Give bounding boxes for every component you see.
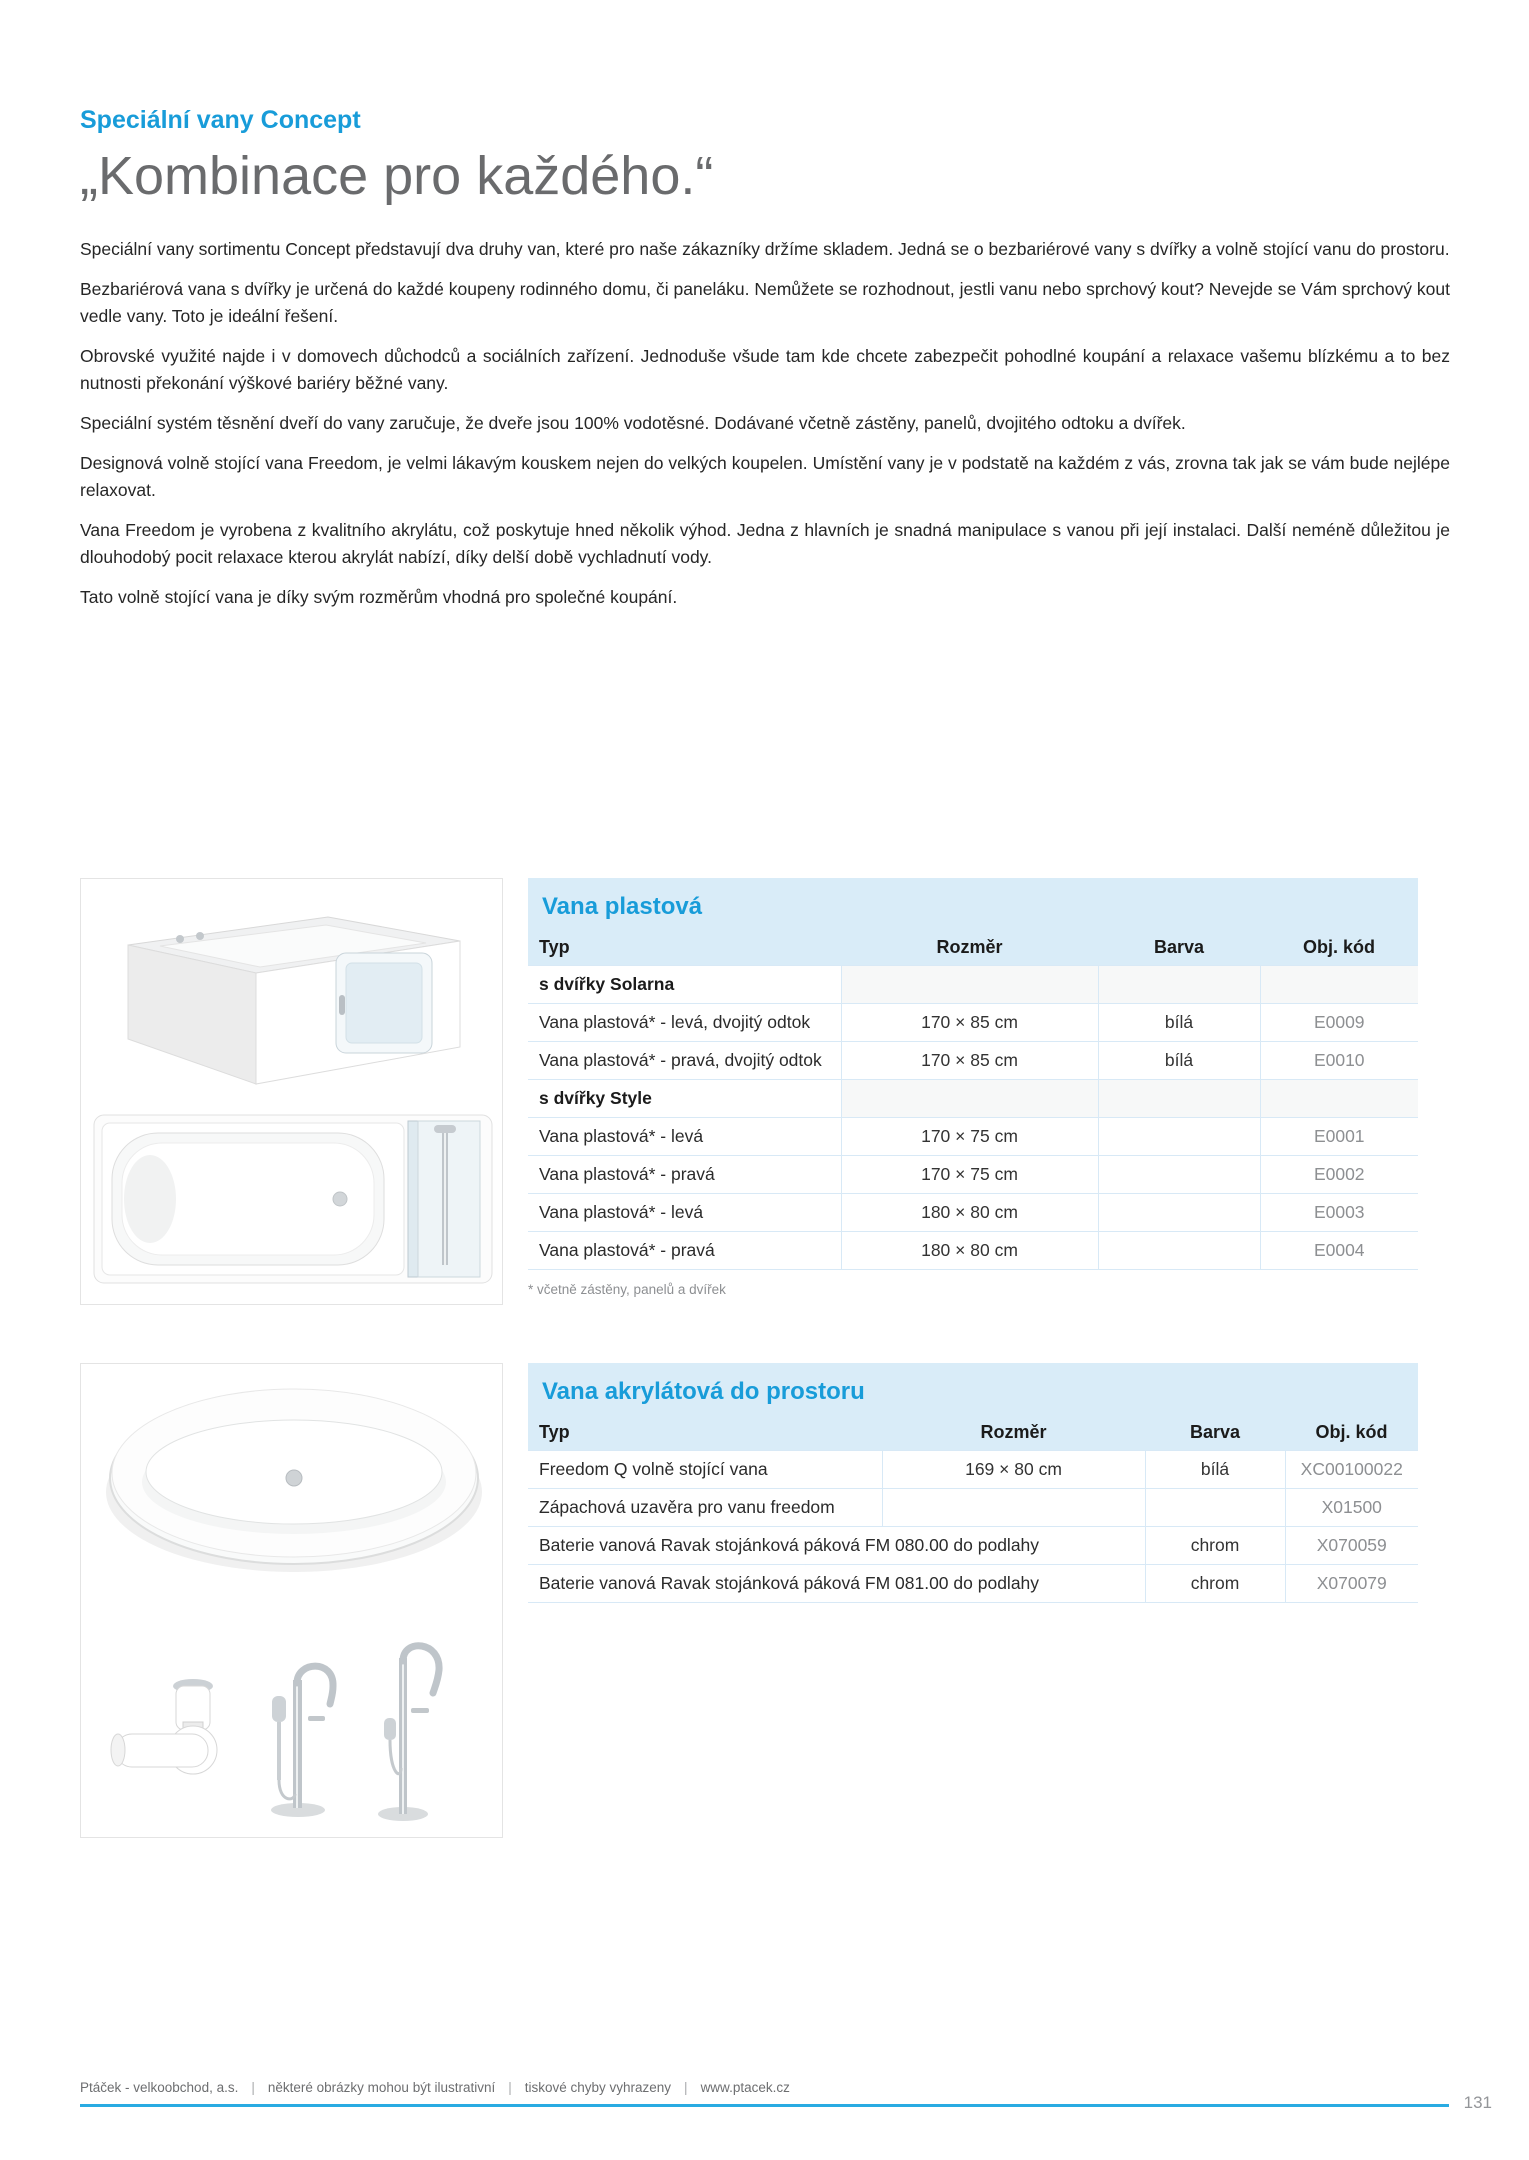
footer-separator: | [251, 2080, 255, 2095]
column-header-objkod: Obj. kód [1260, 930, 1418, 966]
intro-paragraph: Obrovské využité najde i v domovech důchodců a sociálních zařízení. Jednoduše všude tam kde chcete zabezpečit pohodlné koupání a relaxace vašemu blízkému a to bez nutnosti překonání výškové bariéry běžné vany. [80, 346, 1450, 394]
header-row [528, 930, 1418, 966]
cell-barva [1098, 1194, 1260, 1232]
cell-rozmer [841, 1080, 1098, 1118]
cell-objkod: X01500 [1285, 1489, 1418, 1527]
section-heading: Speciální vany Concept [80, 106, 361, 134]
footer-company: Ptáček - velkoobchod, a.s. [80, 2080, 239, 2095]
column-header-typ: Typ [528, 930, 841, 966]
tub-top-view-with-screen-photo [88, 1103, 509, 1298]
intro-paragraph: Vana Freedom je vyrobena z kvalitního akrylátu, což poskytuje hned několik výhod. Jedna z hlavních je snadná manipulace s vanou při její instalaci. Další neméně důležitou je dlouhodobý pocit relaxace kterou akrylát nabízí, díky delší době vychladnutí vody. [80, 520, 1450, 568]
table-row [528, 1451, 1418, 1489]
cell-rozmer: 170 × 85 cm [841, 1004, 1098, 1042]
cell-rozmer [841, 966, 1098, 1004]
page-title: „Kombinace pro každého.“ [80, 146, 714, 206]
column-header-rozmer: Rozměr [882, 1415, 1145, 1451]
table-section-row [528, 966, 1418, 1004]
cell-typ: Vana plastová* - pravá, dvojitý odtok [528, 1042, 841, 1080]
cell-barva [1098, 1232, 1260, 1270]
header-row [528, 1415, 1418, 1451]
column-header-rozmer: Rozměr [841, 930, 1098, 966]
cell-barva [1098, 966, 1260, 1004]
table-row [528, 1118, 1418, 1156]
table-footnote: * včetně zástěny, panelů a dvířek [528, 1282, 726, 1297]
intro-paragraph: Bezbariérová vana s dvířky je určená do každé koupeny rodinného domu, či paneláku. Nemůžete se rozhodnout, jestli vanu nebo sprchový kout? Nevejde se Vám sprchový kout vedle vany. Toto je ideální řešení. [80, 279, 1450, 327]
table-row [528, 1156, 1418, 1194]
table-title: Vana akrylátová do prostoru [528, 1363, 1418, 1415]
table-row [528, 1565, 1418, 1603]
table-row [528, 1527, 1418, 1565]
cell-objkod [1260, 966, 1418, 1004]
column-header-typ: Typ [528, 1415, 882, 1451]
cell-typ: Vana plastová* - pravá [528, 1156, 841, 1194]
cell-barva [1145, 1489, 1285, 1527]
cell-barva: bílá [1145, 1451, 1285, 1489]
freestanding-tub-photo [88, 1372, 509, 1584]
column-header-objkod: Obj. kód [1285, 1415, 1418, 1451]
table-vana-akrylatova [528, 1363, 1418, 1603]
table-section-row [528, 1080, 1418, 1118]
walk-in-tub-photo [88, 887, 509, 1097]
cell-typ: Zápachová uzavěra pro vanu freedom [528, 1489, 882, 1527]
cell-rozmer: 180 × 80 cm [841, 1232, 1098, 1270]
column-header-barva: Barva [1145, 1415, 1285, 1451]
cell-rozmer [882, 1489, 1145, 1527]
column-header-barva: Barva [1098, 930, 1260, 966]
cell-objkod: E0001 [1260, 1118, 1418, 1156]
footer-note-illustrative: některé obrázky mohou být ilustrativní [267, 2080, 496, 2095]
cell-rozmer: 170 × 75 cm [841, 1156, 1098, 1194]
table-title: Vana plastová [528, 878, 1418, 930]
cell-objkod: X070079 [1285, 1565, 1418, 1603]
cell-objkod: XC00100022 [1285, 1451, 1418, 1489]
siphon-and-faucets-photo [88, 1588, 509, 1828]
footer-separator: | [684, 2080, 688, 2095]
intro-paragraph: Speciální vany sortimentu Concept představují dva druhy van, které pro naše zákazníky držíme skladem. Jedná se o bezbariérové vany s dvířky a volně stojící vanu do prostoru. [80, 239, 1450, 260]
footer-accent-line [80, 2104, 1449, 2107]
table-vana-plastova [528, 878, 1418, 1297]
cell-rozmer: 170 × 75 cm [841, 1118, 1098, 1156]
table-row [528, 1489, 1418, 1527]
cell-typ: s dvířky Style [528, 1080, 841, 1118]
cell-barva [1098, 1080, 1260, 1118]
footer-separator: | [508, 2080, 512, 2095]
cell-barva: chrom [1145, 1565, 1285, 1603]
table-row [528, 1004, 1418, 1042]
cell-objkod: X070059 [1285, 1527, 1418, 1565]
cell-barva: chrom [1145, 1527, 1285, 1565]
cell-barva [1098, 1156, 1260, 1194]
product-table [528, 930, 1418, 1270]
page-number: 131 [1463, 2093, 1492, 2112]
cell-objkod: E0010 [1260, 1042, 1418, 1080]
cell-typ: Baterie vanová Ravak stojánková páková FM 080.00 do podlahy [528, 1527, 1145, 1565]
cell-typ: Vana plastová* - pravá [528, 1232, 841, 1270]
product-image-box-walkin [80, 878, 503, 1305]
cell-objkod: E0002 [1260, 1156, 1418, 1194]
cell-barva: bílá [1098, 1004, 1260, 1042]
intro-paragraph: Speciální systém těsnění dveří do vany zaručuje, že dveře jsou 100% vodotěsné. Dodávané včetně zástěny, panelů, dvojitého odtoku a dvířek. [80, 413, 1186, 434]
cell-typ: Baterie vanová Ravak stojánková páková FM 081.00 do podlahy [528, 1565, 1145, 1603]
cell-typ: Vana plastová* - levá, dvojitý odtok [528, 1004, 841, 1042]
cell-objkod: E0009 [1260, 1004, 1418, 1042]
cell-typ: Freedom Q volně stojící vana [528, 1451, 882, 1489]
table-row [528, 1232, 1418, 1270]
cell-rozmer: 170 × 85 cm [841, 1042, 1098, 1080]
table-row [528, 1042, 1418, 1080]
footer-note-errors: tiskové chyby vyhrazeny [524, 2080, 672, 2095]
cell-objkod: E0003 [1260, 1194, 1418, 1232]
cell-typ: Vana plastová* - levá [528, 1194, 841, 1232]
cell-rozmer: 180 × 80 cm [841, 1194, 1098, 1232]
cell-barva [1098, 1118, 1260, 1156]
cell-objkod [1260, 1080, 1418, 1118]
table-row [528, 1194, 1418, 1232]
page-footer [80, 2080, 1449, 2107]
intro-section [80, 106, 1450, 624]
footer-website-link[interactable]: www.ptacek.cz [700, 2080, 790, 2095]
cell-typ: Vana plastová* - levá [528, 1118, 841, 1156]
product-table [528, 1415, 1418, 1603]
cell-barva: bílá [1098, 1042, 1260, 1080]
cell-objkod: E0004 [1260, 1232, 1418, 1270]
footer-text [80, 2080, 1449, 2095]
cell-rozmer: 169 × 80 cm [882, 1451, 1145, 1489]
intro-paragraph: Tato volně stojící vana je díky svým rozměrům vhodná pro společné koupání. [80, 587, 678, 608]
product-image-box-freedom [80, 1363, 503, 1838]
cell-typ: s dvířky Solarna [528, 966, 841, 1004]
intro-paragraph: Designová volně stojící vana Freedom, je velmi lákavým kouskem nejen do velkých koupelen. Umístění vany je v podstatě na každém z vás, zrovna tak jak se vám bude nejlépe relaxovat. [80, 453, 1450, 501]
